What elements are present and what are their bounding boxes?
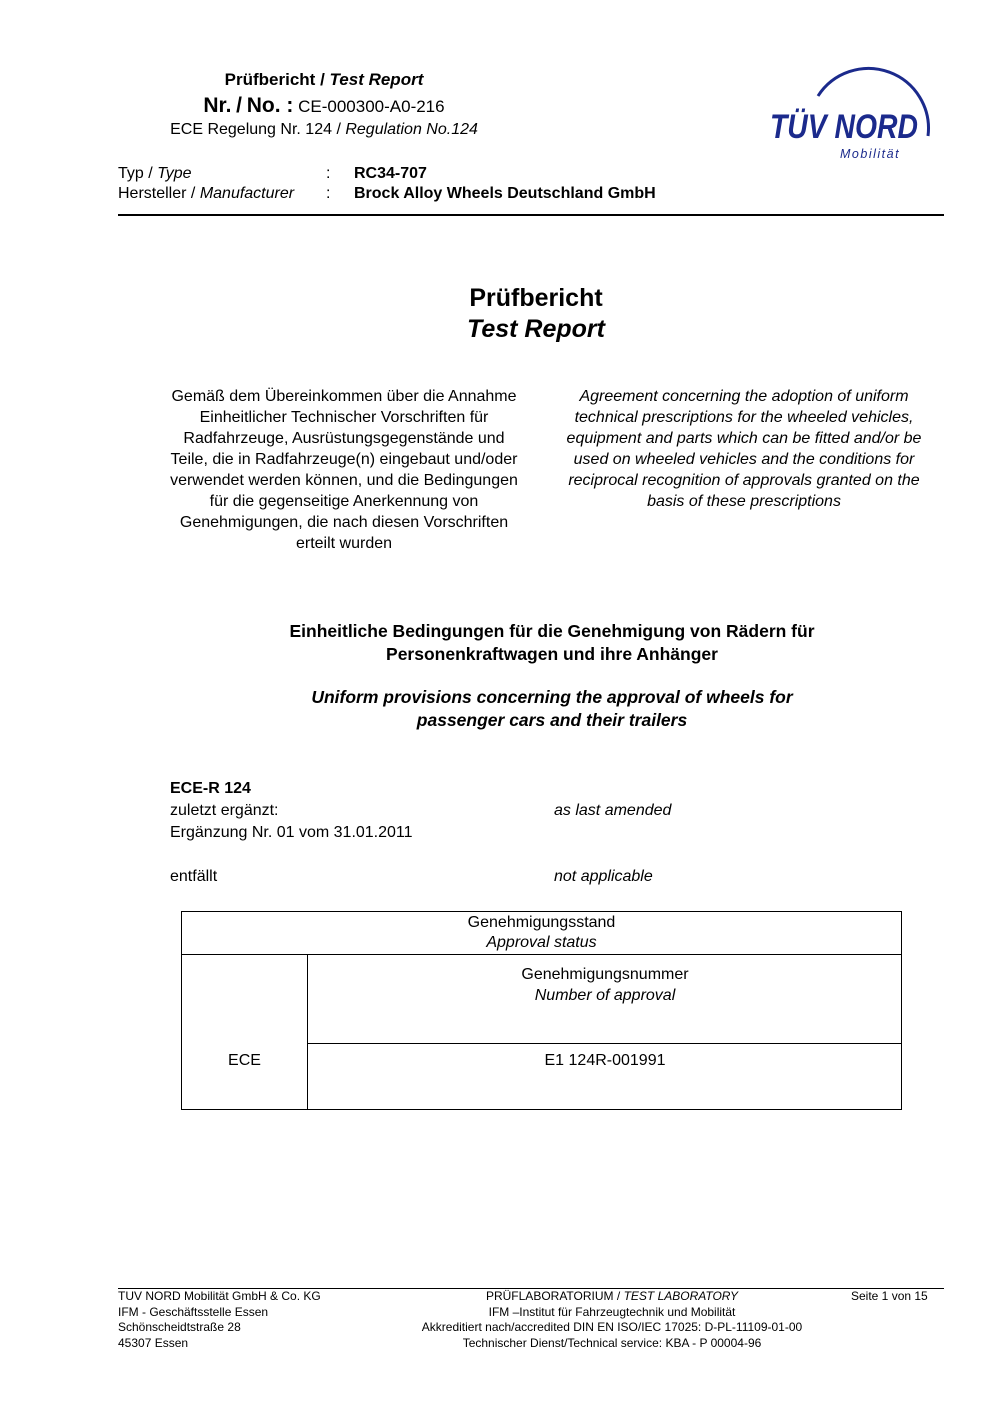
footer-laboratory: PRÜFLABORATORIUM / TEST LABORATORY IFM –Institut für Fahrzeugtechnik und Mobilität Akkreditiert nach/accredited DIN EN ISO/IEC 17025: D-PL-11109-01-00 Technischer Dienst/Technical service: KBA - P 00004-96: [421, 1289, 803, 1350]
page-number: Seite 1 von 15: [851, 1289, 928, 1303]
supplement: Ergänzung Nr. 01 vom 31.01.2011: [170, 824, 413, 841]
report-heading: Prüfbericht / Test Report: [224, 70, 424, 89]
approval-status-table: [181, 911, 902, 1110]
type-row: Typ / Type : RC34-707: [118, 165, 427, 182]
report-label-en: Test Report: [329, 70, 424, 89]
regulation-info: ECE-R 124 zuletzt ergänzt: as last amended Ergänzung Nr. 01 vom 31.01.2011 entfällt not applicable: [170, 780, 672, 885]
report-number-line: Nr. / No. : CE-000300-A0-216: [203, 94, 445, 117]
approval-number-header: Genehmigungsnummer Number of approval: [521, 966, 689, 1004]
svg-text:Mobilität: Mobilität: [840, 147, 901, 161]
conditions-en: Uniform provisions concerning the approval of wheels for passenger cars and their trailers: [311, 687, 793, 730]
intro-text-de: Gemäß dem Übereinkommen über die Annahme Einheitlicher Technischer Vorschriften für Radfahrzeuge, Ausrüstungsgegenstände und Teile, die in Radfahrzeuge(n) eingebaut und/oder verwendet werden können, und die Bedingungen für die gegenseitige Anerkennung von Genehmigungen, die nach diesen Vorschriften erteilt wurden: [170, 388, 518, 552]
regulation-name: ECE-R 124: [170, 780, 251, 797]
regulation-line: ECE Regelung Nr. 124 / Regulation No.124: [170, 121, 478, 138]
document-title: [380, 283, 692, 345]
footer-address: TUV NORD Mobilität GmbH & Co. KG IFM - Geschäftsstelle Essen Schönscheidtstraße 28 45307 Essen: [118, 1289, 321, 1350]
manufacturer-value: Brock Alloy Wheels Deutschland GmbH: [354, 185, 656, 202]
type-value: RC34-707: [354, 165, 427, 182]
approval-type: ECE: [228, 1052, 261, 1069]
tuv-nord-logo: [768, 58, 948, 168]
approval-status-header: Genehmigungsstand Approval status: [182, 912, 901, 955]
intro-text-en: Agreement concerning the adoption of uniform technical prescriptions for the wheeled vehicles, equipment and parts which can be fitted and/or be used on wheeled vehicles and the conditions for reciprocal recognition of approvals granted on the basis of these prescriptions: [566, 388, 922, 510]
manufacturer-row: Hersteller / Manufacturer : Brock Alloy Wheels Deutschland GmbH: [118, 185, 656, 202]
report-number: CE-000300-A0-216: [298, 97, 445, 116]
header-divider: [118, 214, 944, 216]
title-en: Test Report: [467, 315, 605, 343]
approval-number: E1 124R-001991: [544, 1052, 666, 1069]
svg-text:TÜV NORD: TÜV NORD: [770, 108, 918, 146]
title-de: Prüfbericht: [469, 284, 603, 312]
conditions-de: Einheitliche Bedingungen für die Genehmigung von Rädern für Personenkraftwagen und ihre Anhänger: [289, 621, 815, 664]
report-label-de: Prüfbericht: [224, 70, 316, 89]
